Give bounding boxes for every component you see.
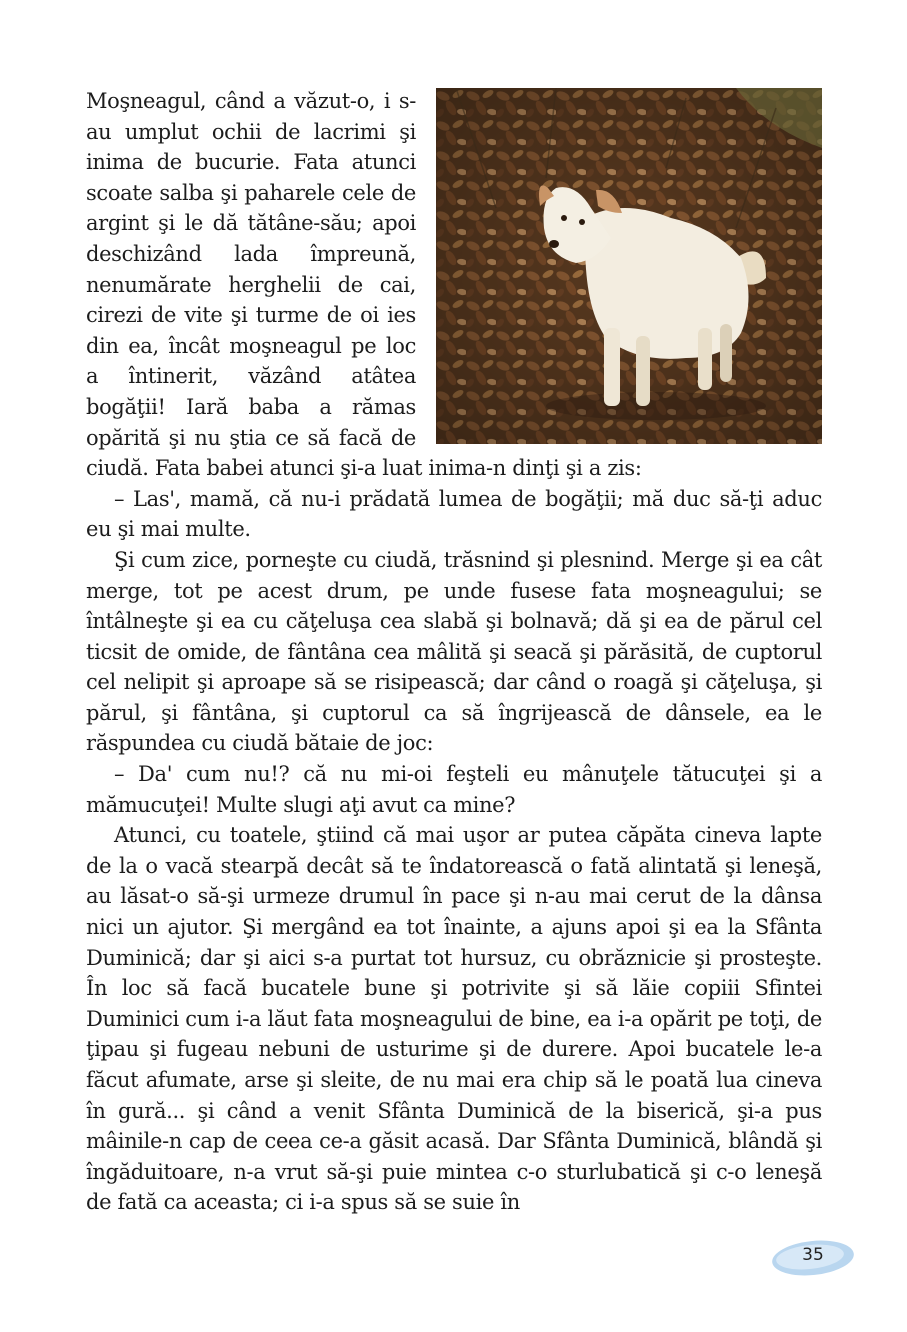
paragraph-1 (86, 86, 822, 484)
paragraph-1-text: Moşneagul, când a văzut-o, i s-au umplut ochii de lacrimi şi inima de bucurie. Fata atunci scoate salba şi paharele cele de argint şi le dă tătâne-său; apoi deschizând lada împreună, nenumărate herghelii de cai, cirezi de vite şi turme de oi ies din ea, încât moşneagul pe loc a întinerit, văzând atâtea bogăţii! Iară baba a rămas opărită şi nu ştia ce să facă de ciudă. Fata babei atunci şi-a luat inima-n dinţi şi a zis: (86, 89, 642, 481)
page-number-badge (770, 1236, 856, 1282)
paragraph-5: Atunci, cu toatele, ştiind că mai uşor ar putea căpăta cineva lapte de la o vacă stearpă decât să te îndatorească o fată alintată şi leneşă, au lăsat-o să-şi urmeze drumul în pace şi n-au mai cerut de la dânsa nici un ajutor. Şi mergând ea tot înainte, a ajuns apoi şi ea la Sfânta Duminică; dar şi aici s-a purtat tot hursuz, cu obrăznicie şi prosteşte. În loc să facă bucatele bune şi potrivite şi să lăie copiii Sfintei Duminici cum i-a lăut fata moşneagului de bine, ea i-a opărit pe toţi, de ţipau şi fugeau nebuni de usturime şi de durere. Apoi bucatele le-a făcut afumate, arse şi sleite, de nu mai era chip să le poată lua cineva în gură... şi când a venit Sfânta Duminică de la biserică, şi-a pus mâinile-n cap de ceea ce-a găsit acasă. Dar Sfânta Duminică, blândă şi îngăduitoare, n-a vrut să-şi puie mintea c-o sturlubatică şi c-o leneşă de fată ca aceasta; ci i-a spus să se suie în (86, 823, 822, 1215)
dog-photo (436, 88, 822, 444)
paragraph-4: – Da' cum nu!? că nu mi-oi feşteli eu mânuţele tătucuţei şi a mămucuţei! Multe slugi aţi avut ca mine? (86, 762, 822, 817)
paragraph-3: Şi cum zice, porneşte cu ciudă, trăsnind şi plesnind. Merge şi ea cât merge, tot pe acest drum, pe unde fusese fata moşneagului; se întâlneşte şi ea cu căţeluşa cea slabă şi bolnavă; dă şi ea de părul cel ticsit de omide, de fântâna cea mâlită şi seacă şi părăsită, de cuptorul cel nelipit şi aproape să se risipească; dar când o roagă şi căţeluşa, şi părul, şi fântâna, şi cuptorul ca să îngrijească de dânsele, ea le răspundea cu ciudă bătaie de joc: (86, 547, 822, 756)
page-body-text (86, 86, 822, 1218)
paragraph-2: – Las', mamă, că nu-i prădată lumea de bogăţii; mă duc să-ţi aduc eu şi mai multe. (86, 486, 822, 542)
page-number: 35 (802, 1245, 824, 1265)
